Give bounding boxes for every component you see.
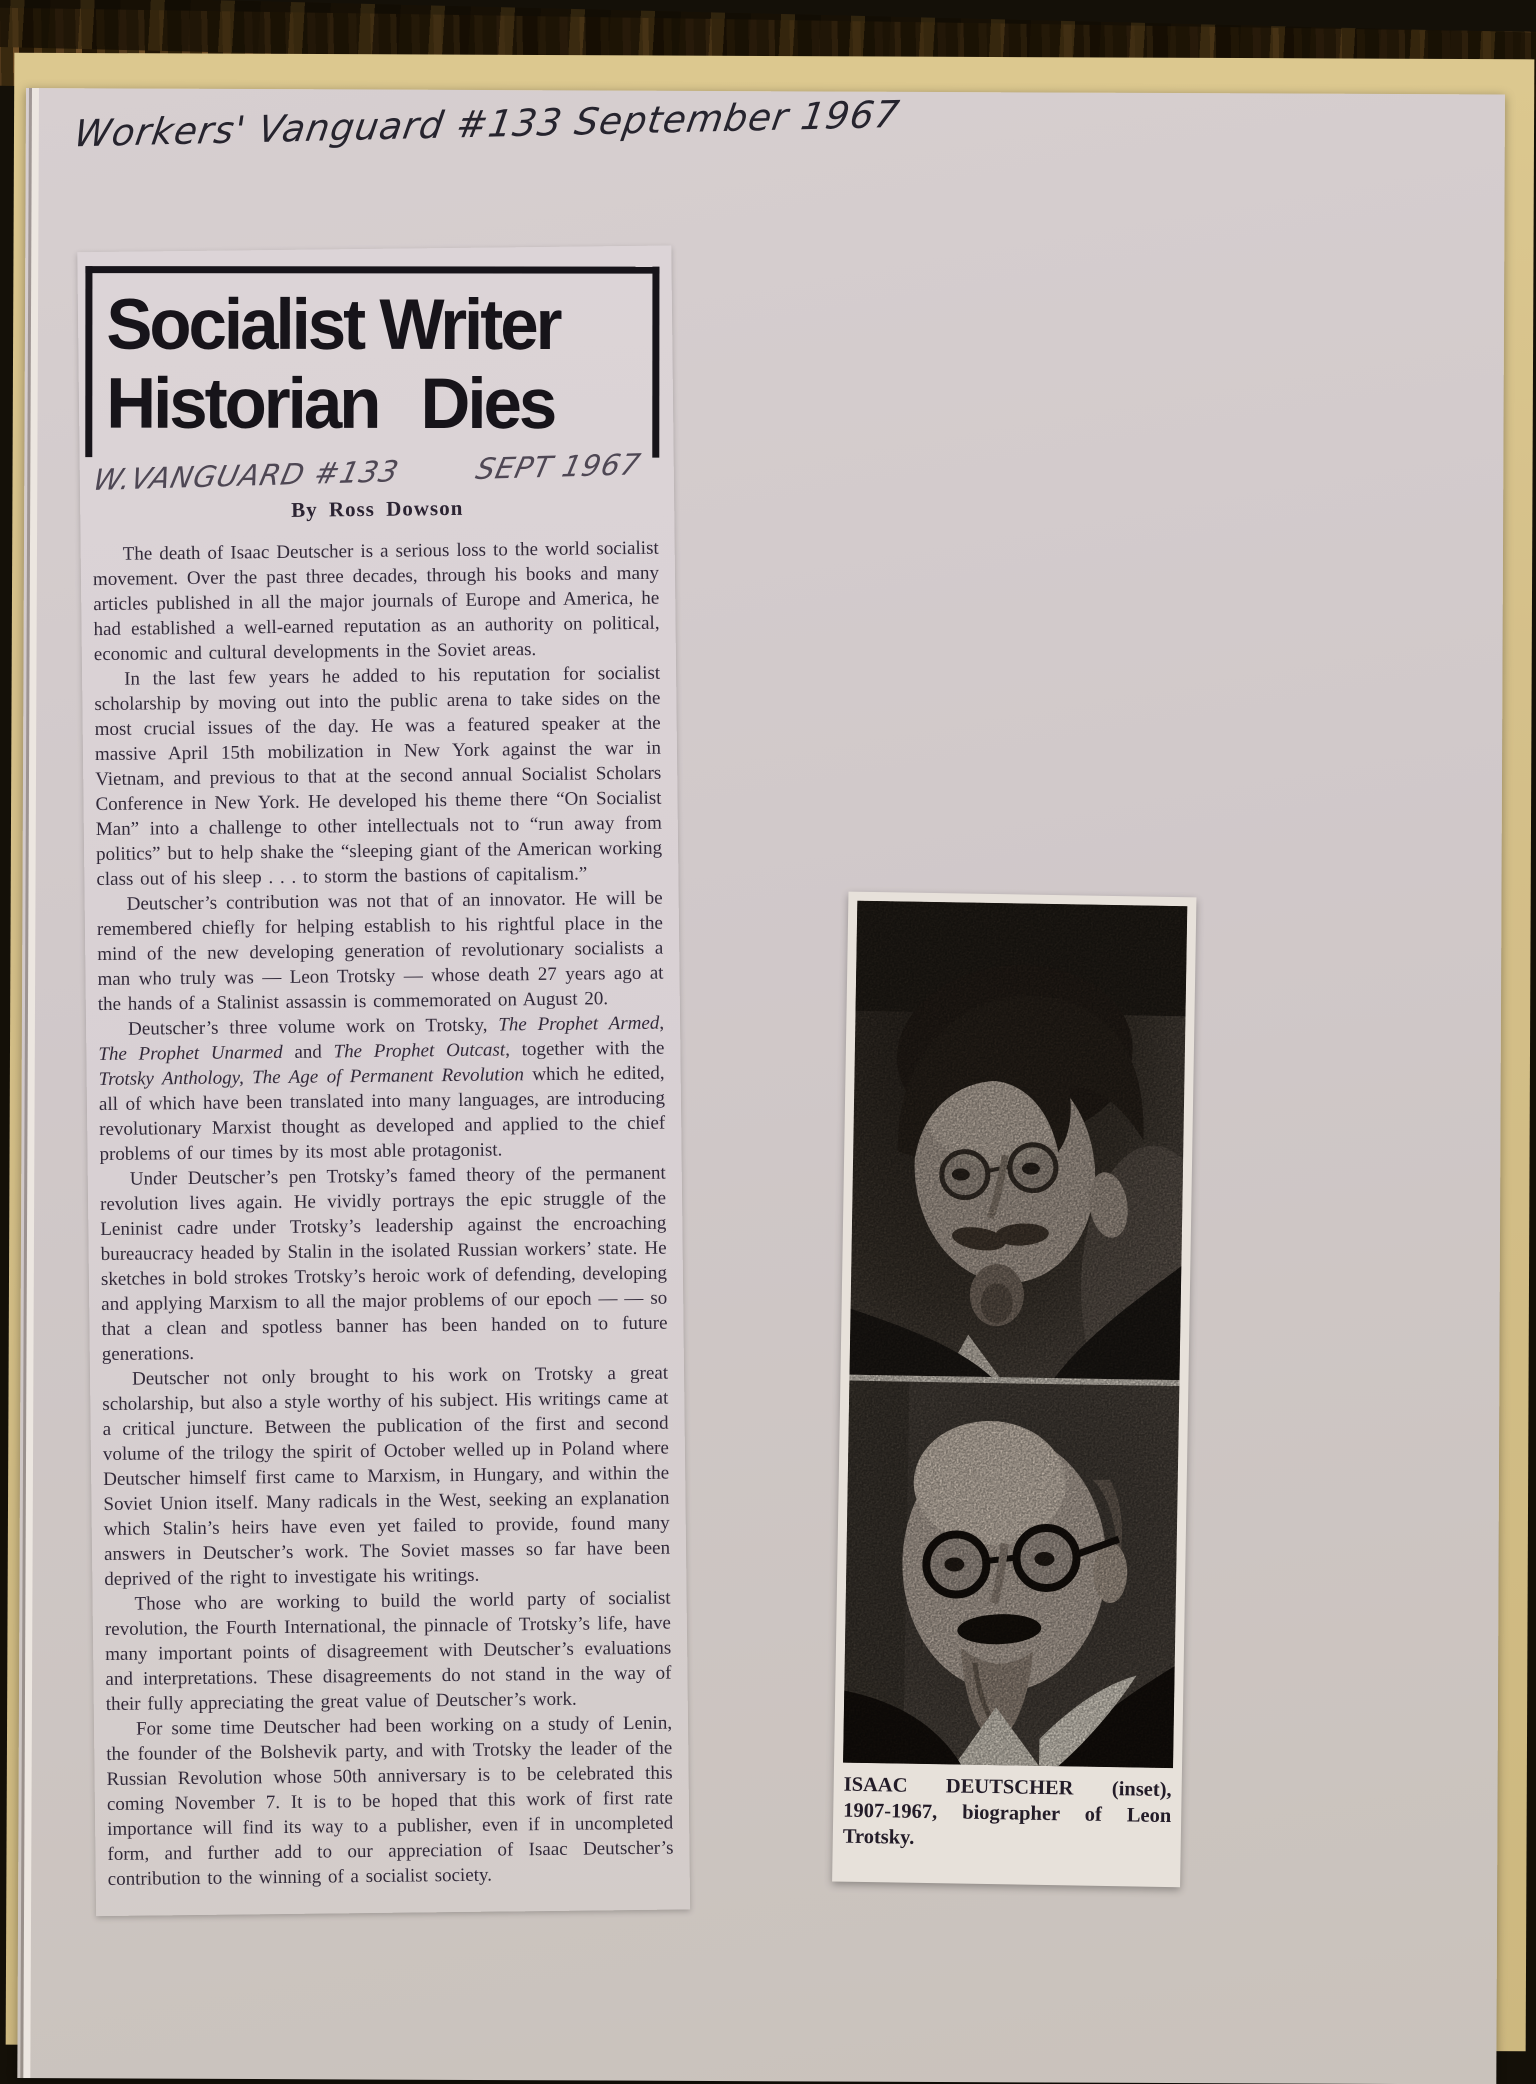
- article-body: [93, 536, 674, 1892]
- article-paragraph: Those who are working to build the world party of socialist revolution, the Fourth International, the pinnacle of Trotsky’s life, have many important points of disagreement with Deutscher’s evaluations and interpretations. These disagreements do not stand in the way of their fully appreciating the great value of Deutscher’s work.: [104, 1587, 672, 1715]
- photo-caption: ISAAC DEUTSCHER (inset), 1907-1967, biographer of Leon Trotsky.: [842, 1773, 1172, 1849]
- photo-clipping: [832, 892, 1196, 1888]
- pencil-annotation-date: SEPT 1967: [472, 447, 645, 487]
- article-paragraph: In the last few years he added to his reputation for socialist scholarship by moving out into the public arena to take sides on the most crucial issues of the day. He was a featured speaker at the massive April 15th mobilization in New York against the war in Vietnam, and previous to that at the second annual Socialist Scholars Conference in New York. He developed his theme there “On Socialist Man” into a challenge to other intellectuals not to “run away from politics” but to help shake the “sleeping giant of the American working class out of his sleep . . . to storm the bastions of capitalism.”: [94, 662, 663, 891]
- article-paragraph: Deutscher not only brought to his work on Trotsky a great scholarship, but also a style worthy of his subject. His writings came at a critical juncture. Between the publication of the first and second volume of the trilogy the spirit of October welled up in Poland where Deutscher himself first came to Marxism, in Hungary, and within the Soviet Union itself. Many radicals in the West, seeking an explanation which Stalin’s heirs have even yet failed to provide, found many answers in Deutscher’s work. The Soviet masses so far have been deprived of the right to investigate his writings.: [102, 1362, 671, 1591]
- headline-line-2: Historian Dies: [106, 363, 555, 444]
- pencil-annotation-issue: W.VANGUARD #133: [90, 454, 403, 498]
- article-paragraph: Deutscher’s three volume work on Trotsky, The Prophet Armed, The Prophet Unarmed and The Prophet Outcast, together with the Trotsky Anthology, The Age of Permanent Revolution which he edited, all of which have been translated into many languages, are introducing revolutionary Marxist thought as developed and applied to the chief problems of our times by its most able protagonist.: [98, 1012, 666, 1166]
- headline-line-1: Socialist Writer: [106, 284, 560, 365]
- article-paragraph: For some time Deutscher had been working on a study of Lenin, the founder of the Bolshevik party, and with Trotsky the leader of the Russian Revolution whose 50th anniversary is to be celebrated this coming November 7. It is to be hoped that this work of first rate importance will find its way to a publisher, even if in uncompleted form, and further add to our appreciation of Isaac Deutscher’s contribution to the winning of a socialist society.: [106, 1712, 674, 1890]
- headline-box: [85, 266, 659, 458]
- portrait-photo: [843, 901, 1187, 1768]
- newspaper-clipping: [77, 245, 690, 1916]
- handwritten-title: Workers' Vanguard #133 September 1967: [71, 92, 903, 156]
- scrapbook-page: [17, 88, 1505, 2084]
- article-paragraph: Under Deutscher’s pen Trotsky’s famed theory of the permanent revolution lives again. He vividly portrays the epic struggle of the Leninist cadre under Trotsky’s leadership against the encroaching bureaucracy headed by Stalin in the isolated Russian workers’ state. He sketches in bold strokes Trotsky’s heroic work of defending, developing and applying Marxism to all the major problems of our epoch — — so that a clean and spotless banner has been handed on to future generations.: [99, 1162, 668, 1366]
- photo-grain-overlay: [843, 901, 1187, 1768]
- article-paragraph: Deutscher’s contribution was not that of an innovator. He will be remembered chiefly for helping establish to his rightful place in the mind of the new developing generation of revolutionary socialists a man who truly was — Leon Trotsky — whose death 27 years ago at the hands of a Stalinist assassin is commemorated on August 20.: [96, 887, 664, 1016]
- page-edge-highlight: [23, 88, 39, 2078]
- photo-frame: [843, 901, 1187, 1768]
- article-paragraph: The death of Isaac Deutscher is a serious loss to the world socialist movement. Over the past three decades, through his books and many articles published in all the major journals of Europe and America, he had established a well-earned reputation as an authority on political, economic and cultural developments in the Soviet areas.: [92, 537, 660, 666]
- byline: By Ross Dowson: [290, 495, 464, 522]
